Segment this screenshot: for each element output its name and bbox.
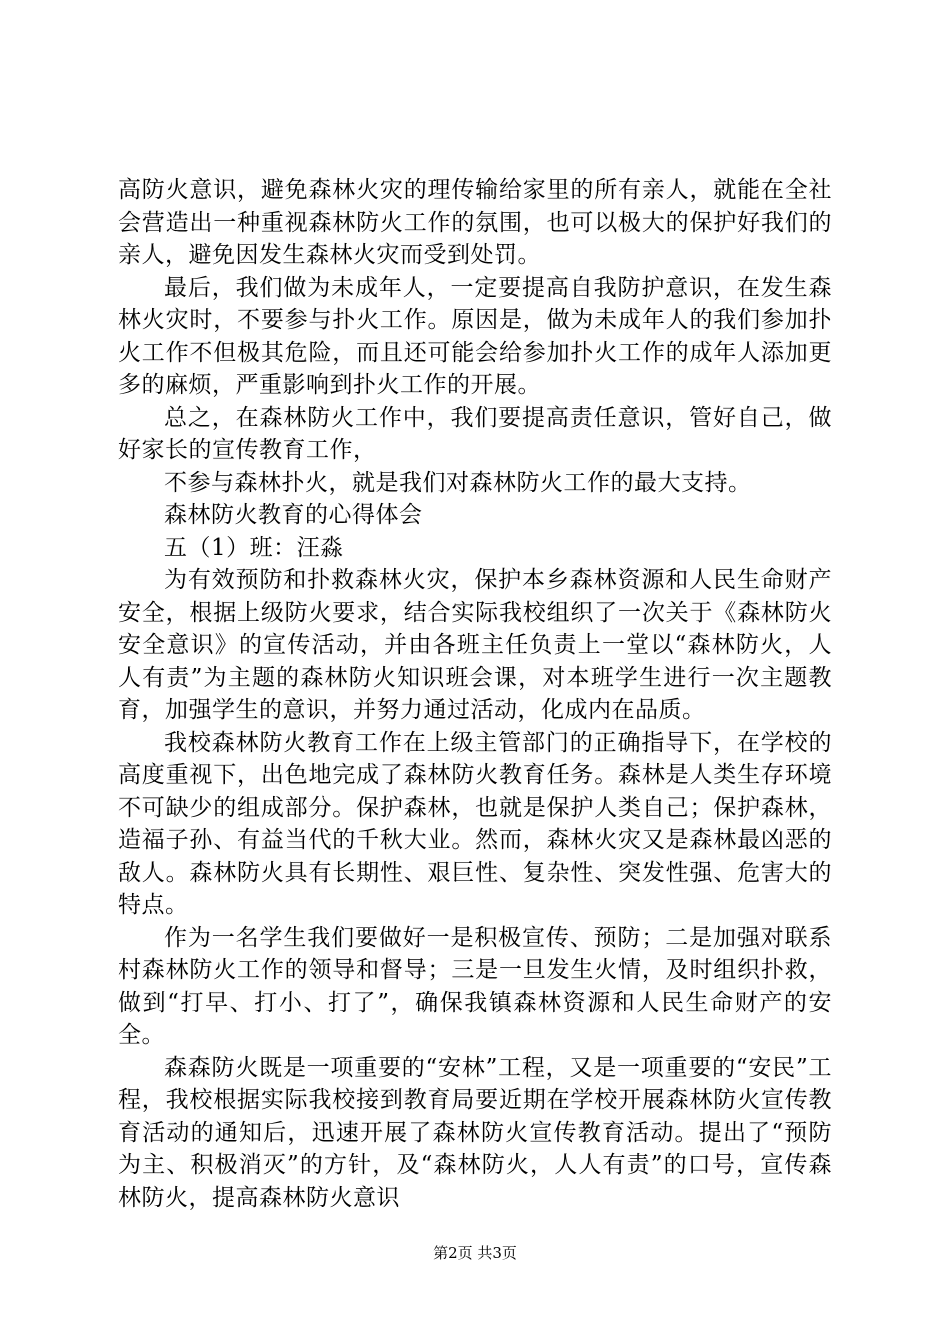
essay-title: 森林防火教育的心得体会 <box>164 502 423 528</box>
paragraph-3: 总之，在森林防火工作中，我们要提高责任意识，管好自己，做好家长的宣传教育工作， <box>118 404 832 463</box>
paragraph-9: 作为一名学生我们要做好一是积极宣传、预防；二是加强对联系村森林防火工作的领导和督导；三是一旦发生火情，及时组织扑救，做到“打早、打小、打了”，确保我镇森林资源和人民生命财产的安全。 <box>118 924 832 1048</box>
paragraph-4: 不参与森林扑火，就是我们对森林防火工作的最大支持。 <box>164 469 752 496</box>
paragraph-1: 高防火意识，避免森林火灾的理传输给家里的所有亲人，就能在全社会营造出一种重视森林防火工作的氛围，也可以极大的保护好我们的亲人，避免因发生森林火灾而受到处罚。 <box>118 177 832 268</box>
paragraph-2: 最后，我们做为未成年人，一定要提高自我防护意识，在发生森林火灾时，不要参与扑火工作。原因是，做为未成年人的我们参加扑火工作不但极其危险，而且还可能会给参加扑火工作的成年人添加更多的麻烦，严重影响到扑火工作的开展。 <box>118 274 832 398</box>
paragraph-7: 为有效预防和扑救森林火灾，保护本乡森林资源和人民生命财产安全，根据上级防火要求，结合实际我校组织了一次关于《森林防火安全意识》的宣传活动，并由各班主任负责上一堂以“森林防火，人人有责”为主题的森林防火知识班会课，对本班学生进行一次主题教育，加强学生的意识，并努力通过活动，化成内在品质。 <box>118 567 832 723</box>
paragraph-8: 我校森林防火教育工作在上级主管部门的正确指导下，在学校的高度重视下，出色地完成了森林防火教育任务。森林是人类生存环境不可缺少的组成部分。保护森林，也就是保护人类自己；保护森林，造福子孙、有益当代的千秋大业。然而，森林火灾又是森林最凶恶的敌人。森林防火具有长期性、艰巨性、复杂性、突发性强、危害大的特点。 <box>118 729 832 918</box>
paragraph-10: 森森防火既是一项重要的“安林”工程，又是一项重要的“安民”工程，我校根据实际我校接到教育局要近期在学校开展森林防火宣传教育活动的通知后，迅速开展了森林防火宣传教育活动。提出了“预防为主、积极消灭”的方针，及“森林防火，人人有责”的口号，宣传森林防火，提高森林防火意识 <box>118 1054 832 1211</box>
essay-author: 五（1）班：汪淼 <box>164 534 344 561</box>
page-footer: 第2页 共3页 <box>433 1244 517 1262</box>
document-body <box>118 174 832 1214</box>
